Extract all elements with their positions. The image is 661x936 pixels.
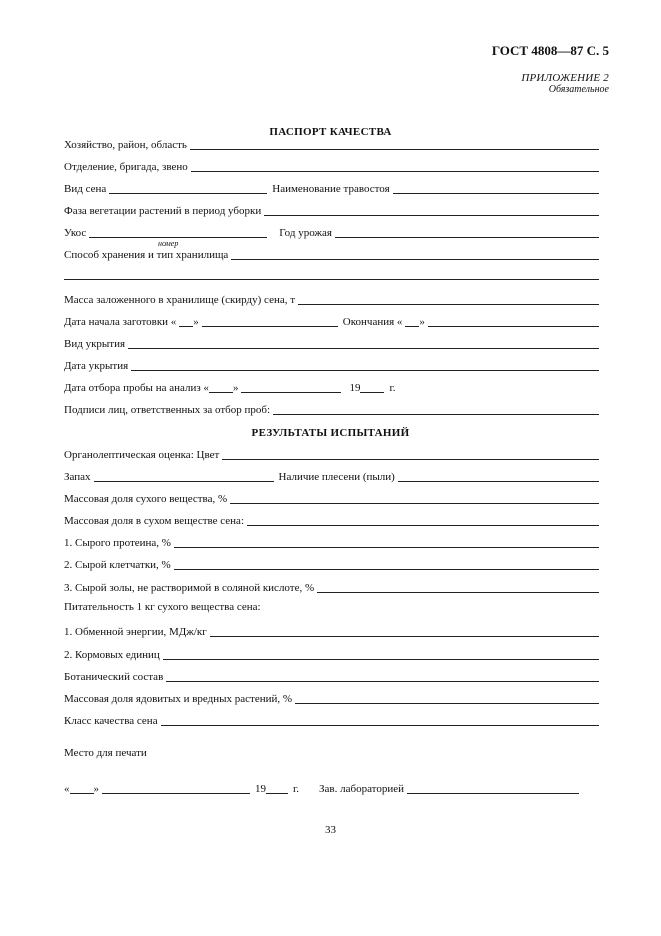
yield-label: Укос — [64, 227, 87, 239]
footer-quote-close: » — [93, 783, 99, 795]
sample-quote: » — [232, 382, 239, 394]
color-field[interactable] — [222, 449, 599, 460]
stamp-place-label: Место для печати — [64, 747, 147, 759]
start-date-row — [64, 314, 599, 328]
department-label: Отделение, бригада, звено — [64, 161, 188, 173]
hay-type-row — [64, 181, 599, 195]
smell-row — [64, 469, 599, 483]
botanical-row — [64, 669, 599, 683]
poisonous-field[interactable] — [295, 693, 599, 704]
cover-date-label: Дата укрытия — [64, 360, 129, 372]
phase-field[interactable] — [264, 205, 599, 216]
organoleptic-label: Органолептическая оценка: Цвет — [64, 449, 220, 461]
farm-label: Хозяйство, район, область — [64, 139, 187, 151]
ash-label: 3. Сырой золы, не растворимой в соляной кислоте, % — [64, 582, 315, 594]
signatures-label: Подписи лиц, ответственных за отбор проб: — [64, 404, 271, 416]
feed-units-field[interactable] — [163, 649, 599, 660]
end-date-label: Окончания « — [342, 316, 403, 328]
ash-row — [64, 580, 599, 594]
document-code: ГОСТ 4808—87 С. 5 — [491, 43, 609, 58]
feed-units-row — [64, 647, 599, 661]
dry-matter-field[interactable] — [230, 493, 599, 504]
footer-year-prefix: 19 — [255, 783, 266, 795]
signatures-field[interactable] — [273, 404, 599, 415]
smell-label: Запах — [64, 471, 91, 483]
mold-label: Наличие плесени (пыли) — [278, 471, 395, 483]
footer-day-field[interactable] — [70, 783, 94, 794]
head-lab-field[interactable] — [407, 783, 579, 794]
feed-units-label: 2. Кормовых единиц — [64, 649, 160, 661]
storage-note: номер — [158, 239, 179, 248]
end-month-field[interactable] — [428, 316, 599, 327]
cover-type-field[interactable] — [128, 338, 599, 349]
hay-type-label: Вид сена — [64, 183, 107, 195]
organoleptic-row — [64, 447, 599, 461]
storage-field[interactable] — [231, 249, 599, 260]
mass-label: Масса заложенного в хранилище (скирду) сена, т — [64, 294, 296, 306]
head-lab-label: Зав. лабораторией — [319, 783, 405, 795]
in-dry-row — [64, 513, 599, 527]
in-dry-field[interactable] — [247, 515, 599, 526]
ash-field[interactable] — [317, 582, 599, 593]
sample-year-suffix: г. — [389, 382, 396, 394]
quality-class-field[interactable] — [161, 715, 599, 726]
protein-row — [64, 535, 599, 549]
dry-matter-row — [64, 491, 599, 505]
start-date-label: Дата начала заготовки « — [64, 316, 177, 328]
energy-row — [64, 624, 599, 638]
passport-title: ПАСПОРТ КАЧЕСТВА — [269, 126, 392, 138]
harvest-year-label: Год урожая — [279, 227, 332, 239]
sample-year-field[interactable] — [360, 382, 384, 393]
sample-day-field[interactable] — [209, 382, 233, 393]
page-number: 33 — [325, 824, 336, 836]
signatures-row — [64, 402, 599, 416]
start-quote: » — [193, 316, 199, 328]
grass-name-label: Наименование травостоя — [272, 183, 390, 195]
department-field[interactable] — [191, 161, 599, 172]
cover-date-row — [64, 358, 599, 372]
botanical-field[interactable] — [166, 671, 599, 682]
harvest-year-field[interactable] — [335, 227, 599, 238]
in-dry-label: Массовая доля в сухом веществе сена: — [64, 515, 244, 527]
storage-label: Способ хранения и тип хранилища — [64, 249, 229, 261]
end-day-field[interactable] — [405, 316, 419, 327]
department-row — [64, 159, 599, 173]
dry-matter-label: Массовая доля сухого вещества, % — [64, 493, 228, 505]
start-day-field[interactable] — [179, 316, 193, 327]
mold-field[interactable] — [398, 471, 599, 482]
sample-year-prefix: 19 — [349, 382, 361, 394]
cover-date-field[interactable] — [131, 360, 599, 371]
cover-type-row — [64, 336, 599, 350]
sample-month-field[interactable] — [241, 382, 341, 393]
farm-row — [64, 137, 599, 151]
yield-row — [64, 225, 599, 239]
botanical-label: Ботанический состав — [64, 671, 164, 683]
protein-label: 1. Сырого протеина, % — [64, 537, 171, 549]
start-month-field[interactable] — [202, 316, 338, 327]
footer-sign-row — [64, 781, 579, 795]
sample-date-row — [64, 380, 599, 394]
quality-class-label: Класс качества сена — [64, 715, 158, 727]
yield-field[interactable] — [89, 227, 267, 238]
quality-class-row — [64, 713, 599, 727]
cover-type-label: Вид укрытия — [64, 338, 126, 350]
phase-row — [64, 203, 599, 217]
mass-row — [64, 292, 599, 306]
fiber-field[interactable] — [174, 559, 599, 570]
energy-label: 1. Обменной энергии, МДж/кг — [64, 626, 207, 638]
hay-type-field[interactable] — [109, 183, 267, 194]
energy-field[interactable] — [210, 626, 599, 637]
footer-year-field[interactable] — [266, 783, 288, 794]
mass-field[interactable] — [298, 294, 599, 305]
results-title: РЕЗУЛЬТАТЫ ИСПЫТАНИЙ — [251, 427, 410, 439]
nutrition-label: Питательность 1 кг сухого вещества сена: — [64, 601, 261, 613]
mandatory-label: Обязательное — [548, 84, 609, 95]
protein-field[interactable] — [174, 537, 599, 548]
phase-label: Фаза вегетации растений в период уборки — [64, 205, 262, 217]
footer-quote-open: « — [64, 783, 70, 795]
smell-field[interactable] — [94, 471, 274, 482]
end-quote: » — [419, 316, 425, 328]
farm-field[interactable] — [190, 139, 599, 150]
storage-row — [64, 247, 599, 261]
storage-field-continued[interactable] — [64, 279, 599, 280]
grass-name-field[interactable] — [393, 183, 599, 194]
fiber-row — [64, 557, 599, 571]
footer-month-field[interactable] — [102, 783, 250, 794]
poisonous-label: Массовая доля ядовитых и вредных растений, % — [64, 693, 293, 705]
footer-year-suffix: г. — [293, 783, 300, 795]
poisonous-row — [64, 691, 599, 705]
appendix-label: ПРИЛОЖЕНИЕ 2 — [521, 72, 609, 84]
sample-date-label: Дата отбора пробы на анализ « — [64, 382, 209, 394]
fiber-label: 2. Сырой клетчатки, % — [64, 559, 171, 571]
